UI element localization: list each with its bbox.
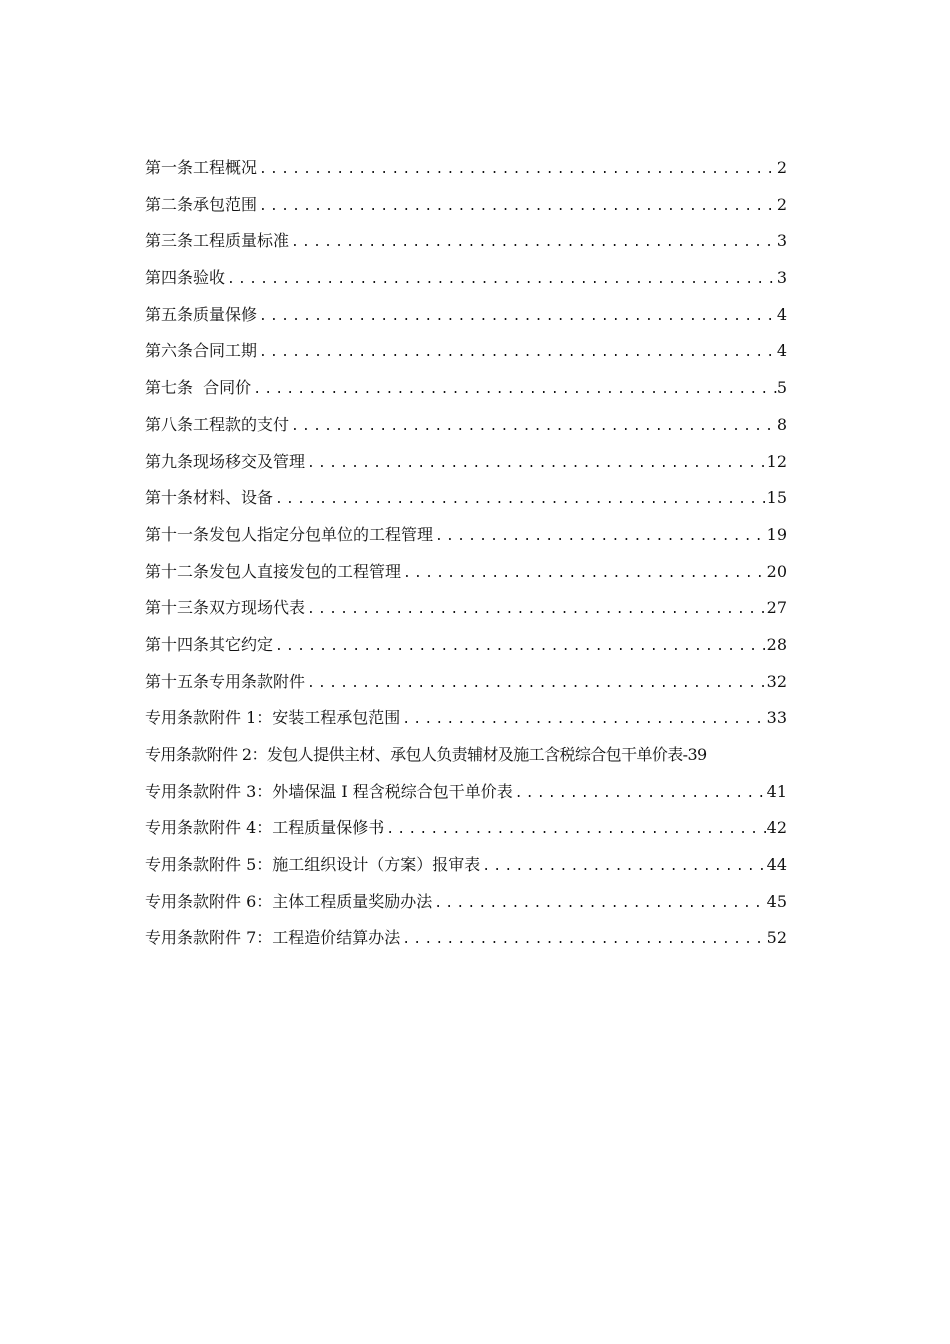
toc-dot-leader xyxy=(257,299,777,336)
toc-entry[interactable] xyxy=(145,627,787,664)
toc-dot-leader xyxy=(273,629,767,666)
toc-dot-leader xyxy=(225,262,777,299)
toc-entry-title: 第一条工程概况 xyxy=(145,158,258,177)
toc-entry-title: 第十三条双方现场代表 xyxy=(145,598,306,618)
toc-entry-title: 第六条合同工期 xyxy=(145,341,258,361)
toc-entry-title: 专用条款附件 6：主体工程质量奖励办法 xyxy=(145,891,433,911)
toc-entry[interactable] xyxy=(145,884,787,921)
toc-entry-page: 52 xyxy=(766,928,787,948)
toc-dot-leader xyxy=(513,776,767,813)
toc-entry-page: 15 xyxy=(766,488,787,508)
toc-entry-title: 第四条验收 xyxy=(145,268,226,288)
toc-dot-leader xyxy=(400,702,766,739)
toc-entry-title: 第三条工程质量标准 xyxy=(145,231,290,251)
toc-entry-page: 4 xyxy=(776,304,787,324)
toc-entry-page: 12 xyxy=(766,451,787,471)
toc-entry[interactable] xyxy=(145,480,787,517)
toc-dot-leader xyxy=(432,886,766,923)
toc-entry-title: 第九条现场移交及管理 xyxy=(145,451,306,471)
toc-entry[interactable] xyxy=(145,187,787,224)
toc-entry-title: 第十一条发包人指定分包单位的工程管理 xyxy=(145,524,434,544)
toc-dot-leader xyxy=(305,592,767,629)
toc-entry-title: 专用条款附件 4：工程质量保修书 xyxy=(145,818,385,838)
toc-entry-page: 3 xyxy=(776,268,787,288)
toc-entry-title: 第二条承包范围 xyxy=(145,194,258,214)
toc-entry-page: 2 xyxy=(776,158,787,177)
toc-dot-leader xyxy=(257,189,777,226)
toc-entry-title: 第五条质量保修 xyxy=(145,304,258,324)
table-of-contents xyxy=(145,150,787,957)
toc-dot-leader xyxy=(305,446,767,483)
toc-entry[interactable] xyxy=(145,700,787,737)
toc-entry-title: 第七条 合同价 xyxy=(145,378,252,398)
toc-entry[interactable] xyxy=(145,150,787,187)
toc-dot-leader xyxy=(433,519,767,556)
toc-entry[interactable] xyxy=(145,517,787,554)
toc-entry-page: 5 xyxy=(776,378,787,398)
toc-entry[interactable] xyxy=(145,370,787,407)
toc-entry-page: 20 xyxy=(766,561,787,581)
toc-entry-title: 第八条工程款的支付 xyxy=(145,414,290,434)
toc-entry-title: 专用条款附件 5：施工组织设计（方案）报审表 xyxy=(145,855,481,875)
toc-entry-page: 2 xyxy=(776,194,787,214)
toc-entry[interactable] xyxy=(145,407,787,444)
toc-entry-title: 专用条款附件 7：工程造价结算办法 xyxy=(145,928,401,948)
toc-dot-leader xyxy=(400,922,766,959)
toc-entry-title: 第十四条其它约定 xyxy=(145,634,274,654)
toc-entry[interactable] xyxy=(145,444,787,481)
toc-entry-page: 4 xyxy=(776,341,787,361)
toc-entry[interactable] xyxy=(145,590,787,627)
toc-entry-title: 第十二条发包人直接发包的工程管理 xyxy=(145,561,402,581)
toc-entry[interactable] xyxy=(145,920,787,957)
toc-entry-page: 28 xyxy=(766,634,787,654)
toc-entry-title: 专用条款附件 2：发包人提供主材、承包人负责辅材及施工含税综合包干单价表-39 xyxy=(145,745,707,764)
toc-entry-title: 第十条材料、设备 xyxy=(145,488,274,508)
toc-entry[interactable] xyxy=(145,847,787,884)
toc-entry[interactable] xyxy=(145,297,787,334)
toc-entry-page: 42 xyxy=(766,818,787,838)
toc-entry[interactable] xyxy=(145,737,787,774)
toc-entry-page: 27 xyxy=(766,598,787,618)
toc-dot-leader xyxy=(289,409,777,446)
toc-entry[interactable] xyxy=(145,223,787,260)
toc-entry-page: 45 xyxy=(766,891,787,911)
toc-entry-page: 3 xyxy=(776,231,787,251)
toc-entry[interactable] xyxy=(145,333,787,370)
toc-entry[interactable] xyxy=(145,774,787,811)
toc-dot-leader xyxy=(257,152,777,189)
toc-dot-leader xyxy=(305,666,767,703)
toc-entry-page: 44 xyxy=(766,855,787,875)
toc-entry-page: 19 xyxy=(766,524,787,544)
toc-entry-page: 32 xyxy=(766,671,787,691)
toc-entry-title: 专用条款附件 1：安装工程承包范围 xyxy=(145,708,401,728)
toc-entry[interactable] xyxy=(145,554,787,591)
toc-entry-page: 33 xyxy=(766,708,787,728)
toc-entry-page: 8 xyxy=(776,414,787,434)
toc-dot-leader xyxy=(251,372,777,409)
toc-entry[interactable] xyxy=(145,810,787,847)
toc-dot-leader xyxy=(257,335,777,372)
toc-dot-leader xyxy=(480,849,766,886)
toc-dot-leader xyxy=(401,556,767,593)
toc-entry-page: 41 xyxy=(766,781,787,801)
toc-dot-leader xyxy=(273,482,767,519)
toc-dot-leader xyxy=(384,812,766,849)
toc-entry[interactable] xyxy=(145,664,787,701)
toc-entry-title: 第十五条专用条款附件 xyxy=(145,671,306,691)
toc-entry[interactable] xyxy=(145,260,787,297)
toc-dot-leader xyxy=(289,225,777,262)
toc-entry-title: 专用条款附件 3：外墙保温 I 程含税综合包干单价表 xyxy=(145,781,513,801)
